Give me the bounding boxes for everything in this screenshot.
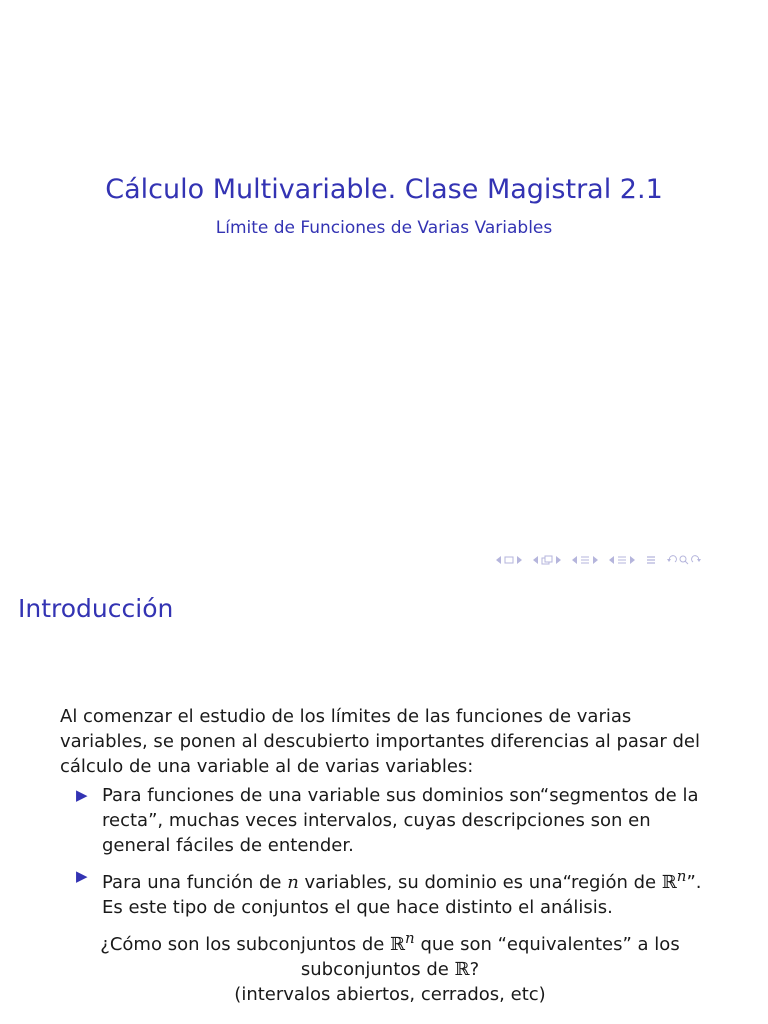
- nav-section-icon[interactable]: [580, 555, 590, 565]
- presentation-title: Cálculo Multivariable. Clase Magistral 2.1: [105, 174, 663, 205]
- nav-frame-icon[interactable]: [504, 556, 514, 564]
- nav-next-section-icon[interactable]: [592, 556, 598, 564]
- nav-prev-section-icon[interactable]: [572, 556, 578, 564]
- list-item: [60, 864, 720, 920]
- nav-next-document-icon[interactable]: [629, 556, 635, 564]
- math-n: n: [287, 872, 299, 893]
- math-R: ℝ: [390, 934, 406, 955]
- nav-prev-frame-icon[interactable]: [496, 556, 502, 564]
- list-item: [60, 783, 720, 858]
- nav-forward-icon[interactable]: [691, 555, 701, 565]
- frame-title: Introducción: [18, 594, 174, 623]
- nav-prev-subsection-icon[interactable]: [533, 556, 539, 564]
- bullet-text-1: Para funciones de una variable sus dominios son“segmentos de la recta”, muchas veces intervalos, cuyas descripciones son en general fáciles de entender.: [102, 785, 699, 856]
- triangle-bullet-icon: ▶: [76, 786, 88, 804]
- math-sup-n: n: [405, 929, 415, 947]
- bullet-text-2: Para una función de n variables, su dominio es una“región de ℝ$^n$”. Es este tipo de conjuntos el que hace distinto el análisis.: [102, 867, 702, 918]
- math-R: ℝ: [661, 872, 677, 893]
- nav-subsection-icon[interactable]: [541, 555, 553, 565]
- triangle-bullet-icon: ▶: [76, 867, 88, 885]
- nav-document-icon[interactable]: [646, 555, 656, 565]
- slide-body: [60, 704, 720, 1007]
- bullet-list: [60, 783, 720, 920]
- presentation-subtitle: Límite de Funciones de Varias Variables: [215, 218, 553, 238]
- nav-next-subsection-icon[interactable]: [555, 556, 561, 564]
- beamer-navigation-bar: [496, 555, 701, 565]
- question-note: (intervalos abiertos, cerrados, etc): [234, 984, 546, 1005]
- math-sup-n: n: [676, 867, 687, 885]
- nav-document-sections-icon[interactable]: [617, 555, 627, 565]
- introduction-slide: [0, 576, 768, 1024]
- nav-back-icon[interactable]: [667, 555, 677, 565]
- question-text: ¿Cómo son los subconjuntos de ℝ$^n$ que son “equivalentes” a los subconjuntos de ℝ? (intervalos abiertos, cerrados, etc): [100, 929, 680, 1005]
- nav-prev-document-icon[interactable]: [609, 556, 615, 564]
- nav-search-icon[interactable]: [679, 555, 689, 565]
- intro-paragraph: Al comenzar el estudio de los límites de las funciones de varias variables, se ponen al descubierto importantes diferencias al pasar del cálculo de una variable al de varias variables:: [60, 706, 700, 777]
- nav-next-frame-icon[interactable]: [516, 556, 522, 564]
- math-R: ℝ: [454, 959, 470, 980]
